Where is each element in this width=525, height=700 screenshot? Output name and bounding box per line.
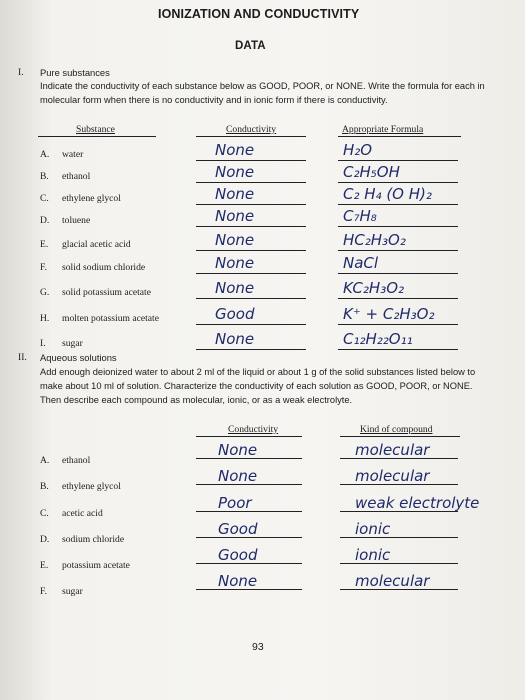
row-letter: C. xyxy=(40,193,49,204)
answer-line xyxy=(340,537,458,538)
answer-line xyxy=(338,160,458,161)
header-substance: Substance xyxy=(76,124,115,135)
substance-label: glacial acetic acid xyxy=(62,239,131,250)
answer-line xyxy=(338,204,458,205)
header-kind-rule xyxy=(340,436,460,437)
section-1-numeral: I. xyxy=(18,67,24,78)
conductivity-answer: None xyxy=(215,185,255,203)
answer-line xyxy=(196,324,306,325)
conductivity-answer: Good xyxy=(215,305,255,323)
row-letter: C. xyxy=(40,508,49,519)
answer-line xyxy=(196,589,302,590)
conductivity-answer: None xyxy=(215,279,255,297)
conductivity-answer: None xyxy=(218,467,258,485)
conductivity-answer: Good xyxy=(218,546,258,564)
conductivity-answer: None xyxy=(218,572,258,590)
substance-label: toluene xyxy=(62,215,91,226)
answer-line xyxy=(196,511,302,512)
page-title: IONIZATION AND CONDUCTIVITY xyxy=(158,7,360,21)
kind-answer: molecular xyxy=(355,441,430,459)
substance-label: solid potassium acetate xyxy=(62,287,151,298)
answer-line xyxy=(340,563,458,564)
row-letter: B. xyxy=(40,171,49,182)
row-letter: A. xyxy=(40,455,50,466)
formula-answer: C₇H₈ xyxy=(343,207,377,225)
substance-label: sugar xyxy=(62,338,83,349)
row-letter: G. xyxy=(40,287,50,298)
header-conductivity-rule xyxy=(196,136,306,137)
answer-line xyxy=(196,458,302,459)
row-letter: E. xyxy=(40,560,49,571)
header-formula-rule xyxy=(338,136,461,137)
kind-answer: weak electrolyte xyxy=(355,494,480,512)
row-letter: D. xyxy=(40,215,50,226)
answer-line xyxy=(196,298,306,299)
kind-answer: ionic xyxy=(355,546,391,564)
formula-answer: H₂O xyxy=(343,141,373,159)
formula-answer: C₂H₅OH xyxy=(343,163,400,181)
answer-line xyxy=(338,349,458,350)
row-letter: F. xyxy=(40,262,47,273)
substance-label: sodium chloride xyxy=(62,534,125,545)
substance-label: sugar xyxy=(62,586,83,597)
row-letter: E. xyxy=(40,239,49,250)
kind-answer: ionic xyxy=(355,520,391,538)
formula-answer: C₁₂H₂₂O₁₁ xyxy=(343,330,413,348)
substance-label: acetic acid xyxy=(62,508,103,519)
answer-line xyxy=(338,273,458,274)
answer-line xyxy=(196,182,306,183)
answer-line xyxy=(338,250,458,251)
answer-line xyxy=(340,511,458,512)
answer-line xyxy=(340,484,458,485)
kind-answer: molecular xyxy=(355,572,430,590)
section-2-numeral: II. xyxy=(18,352,27,363)
kind-answer: molecular xyxy=(355,467,430,485)
answer-line xyxy=(196,484,302,485)
section-1-instructions: Indicate the conductivity of each substance below as GOOD, POOR, or NONE. Write the formula for each in molecular form when there is no conductivity and in ionic form if there is conductivity. xyxy=(40,81,485,105)
answer-line xyxy=(196,349,306,350)
row-letter: A. xyxy=(40,149,50,160)
substance-label: molten potassium acetate xyxy=(62,313,159,324)
header-conductivity-2-rule xyxy=(196,436,302,437)
page-subtitle: DATA xyxy=(235,40,266,52)
substance-label: solid sodium chloride xyxy=(62,262,146,273)
header-conductivity: Conductivity xyxy=(226,124,277,135)
row-letter: D. xyxy=(40,534,50,545)
conductivity-answer: Poor xyxy=(218,494,252,512)
formula-answer: NaCl xyxy=(343,254,379,272)
conductivity-answer: None xyxy=(215,141,255,159)
conductivity-answer: None xyxy=(215,231,255,249)
answer-line xyxy=(338,226,458,227)
answer-line xyxy=(196,160,306,161)
conductivity-answer: None xyxy=(218,441,258,459)
answer-line xyxy=(196,204,306,205)
formula-answer: KC₂H₃O₂ xyxy=(343,279,405,297)
conductivity-answer: None xyxy=(215,254,255,272)
row-letter: I. xyxy=(40,338,46,349)
section-2-heading: Aqueous solutions xyxy=(40,352,117,363)
conductivity-answer: None xyxy=(215,163,255,181)
substance-label: ethanol xyxy=(62,455,91,466)
answer-line xyxy=(338,324,458,325)
substance-label: potassium acetate xyxy=(62,560,130,571)
header-kind: Kind of compound xyxy=(360,424,433,435)
answer-line xyxy=(196,226,306,227)
answer-line xyxy=(196,537,302,538)
row-letter: H. xyxy=(40,313,50,324)
answer-line xyxy=(196,563,302,564)
formula-answer: HC₂H₃O₂ xyxy=(343,231,406,249)
formula-answer: C₂ H₄ (O H)₂ xyxy=(343,185,432,203)
answer-line xyxy=(338,182,458,183)
answer-line xyxy=(340,458,458,459)
section-2-instructions: Add enough deionized water to about 2 ml of the liquid or about 1 g of the solid substances listed below to make about 10 ml of solution. Characterize the conductivity of each solution as GOOD, POOR, or NONE. Then describe each compound as molecular, ionic, or as a weak electrolyte. xyxy=(40,367,476,405)
page-number: 93 xyxy=(252,641,264,653)
answer-line xyxy=(196,250,306,251)
formula-answer: K⁺ + C₂H₃O₂ xyxy=(343,305,435,323)
row-letter: F. xyxy=(40,586,47,597)
substance-label: ethylene glycol xyxy=(62,481,121,492)
substance-label: water xyxy=(62,149,84,160)
section-1-heading: Pure substances xyxy=(40,67,110,78)
answer-line xyxy=(340,589,458,590)
answer-line xyxy=(196,273,306,274)
header-substance-rule xyxy=(38,136,156,137)
header-formula: Appropriate Formula xyxy=(342,124,424,135)
substance-label: ethylene glycol xyxy=(62,193,121,204)
substance-label: ethanol xyxy=(62,171,91,182)
header-conductivity-2: Conductivity xyxy=(228,424,279,435)
row-letter: B. xyxy=(40,481,49,492)
conductivity-answer: Good xyxy=(218,520,258,538)
conductivity-answer: None xyxy=(215,330,255,348)
conductivity-answer: None xyxy=(215,207,255,225)
answer-line xyxy=(338,298,458,299)
